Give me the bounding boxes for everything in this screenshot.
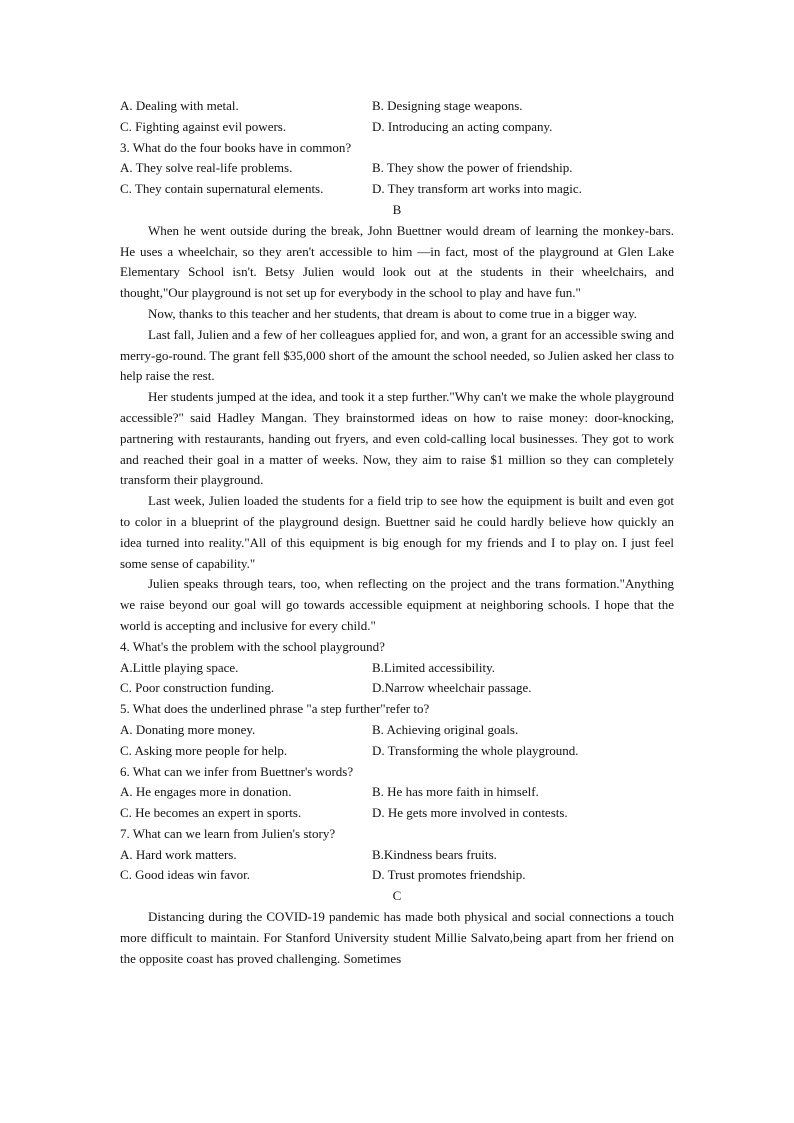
passage-b-paragraph: Julien speaks through tears, too, when reflecting on the project and the trans formation."Anything we raise beyond our goal will go towards accessible equipment at neighboring schools. I hope that the world is accepting and inclusive for every child." — [120, 576, 674, 633]
passage-b-paragraph: When he went outside during the break, John Buettner would dream of learning the monkey-bars. He uses a wheelchair, so they aren't accessible to him —in fact, most of the playground at Glen Lake Elementary School isn't. Betsy Julien would look out at the students in their wheelchairs, and thought,"Our playground is not set up for everybody in the school to play and have fun." — [120, 222, 674, 301]
passage-b-paragraph: Last fall, Julien and a few of her colleagues applied for, and won, a grant for an accessible swing and merry-go-round. The grant fell $35,000 short of the amount the school needed, so Julien asked her class to help raise the rest. — [120, 326, 674, 384]
q5-options-row-2 — [120, 741, 674, 762]
q4-option-d: D.Narrow wheelchair passage. — [372, 680, 532, 696]
q3-option-a: A. They solve real-life problems. — [120, 160, 293, 176]
q3-option-c: C. They contain supernatural elements. — [120, 181, 324, 197]
q6-options-row-1 — [120, 782, 674, 803]
q2-option-d: D. Introducing an acting company. — [372, 118, 553, 134]
q6-options-row-2 — [120, 803, 674, 824]
q3-option-b: B. They show the power of friendship. — [372, 160, 573, 176]
section-c-heading: C — [392, 888, 402, 904]
q5-options-row-1 — [120, 720, 674, 741]
q7-option-b: B.Kindness bears fruits. — [372, 846, 497, 862]
q5-option-c: C. Asking more people for help. — [120, 742, 288, 758]
exam-page — [120, 96, 674, 969]
q4-options-row-1 — [120, 658, 674, 679]
q7-option-c: C. Good ideas win favor. — [120, 867, 250, 883]
q2-options-row-2 — [120, 117, 674, 138]
q5-option-a: A. Donating more money. — [120, 721, 256, 737]
q2-option-b: B. Designing stage weapons. — [372, 98, 523, 113]
question-6: 6. What can we infer from Buettner's words? — [120, 763, 354, 779]
q6-option-c: C. He becomes an expert in sports. — [120, 805, 302, 821]
q2-options-row-1 — [120, 96, 674, 117]
question-3: 3. What do the four books have in common? — [120, 139, 352, 155]
q4-options-row-2 — [120, 678, 674, 699]
passage-b-paragraph: Now, thanks to this teacher and her students, that dream is about to come true in a bigger way. — [148, 305, 637, 321]
q3-options-row-2 — [120, 179, 674, 200]
q4-option-c: C. Poor construction funding. — [120, 680, 275, 696]
section-b-heading: B — [392, 201, 402, 217]
passage-c-paragraph: Distancing during the COVID-19 pandemic has made both physical and social connections a touch more difficult to maintain. For Stanford University student Millie Salvato,being apart from her friend on the opposite coast has proved challenging. Sometimes — [120, 909, 674, 966]
q7-options-row-1 — [120, 845, 674, 866]
q2-option-a: A. Dealing with metal. — [120, 98, 239, 113]
q3-options-row-1 — [120, 158, 674, 179]
q6-option-a: A. He engages more in donation. — [120, 784, 292, 800]
q7-options-row-2 — [120, 865, 674, 886]
passage-b-paragraph: Last week, Julien loaded the students for a field trip to see how the equipment is built and even got to color in a blueprint of the playground design. Buettner said he could hardly believe how quickly an idea turned into reality."All of this equipment is big enough for my friends and I to play on. I just feel some sense of capability." — [120, 493, 674, 571]
q7-option-a: A. Hard work matters. — [120, 846, 237, 862]
question-4: 4. What's the problem with the school playground? — [120, 638, 385, 654]
q5-option-d: D. Transforming the whole playground. — [372, 742, 579, 758]
q4-option-b: B.Limited accessibility. — [372, 659, 495, 675]
q2-option-c: C. Fighting against evil powers. — [120, 118, 287, 134]
passage-b-paragraph: Her students jumped at the idea, and took it a step further."Why can't we make the whole playground accessible?" said Hadley Mangan. They brainstormed ideas on how to raise money: door-knocking, partnering with restaurants, handing out fryers, and even cold-calling local businesses. They got to work and reached their goal in a matter of weeks. Now, they aim to raise $1 million so they can completely transform their playground. — [120, 389, 674, 488]
q5-option-b: B. Achieving original goals. — [372, 721, 519, 737]
q4-option-a: A.Little playing space. — [120, 659, 239, 675]
question-5: 5. What does the underlined phrase "a step further"refer to? — [120, 701, 430, 717]
q6-option-b: B. He has more faith in himself. — [372, 784, 539, 800]
q6-option-d: D. He gets more involved in contests. — [372, 805, 568, 821]
question-7: 7. What can we learn from Julien's story? — [120, 825, 336, 841]
q7-option-d: D. Trust promotes friendship. — [372, 867, 526, 883]
q3-option-d: D. They transform art works into magic. — [372, 181, 582, 197]
